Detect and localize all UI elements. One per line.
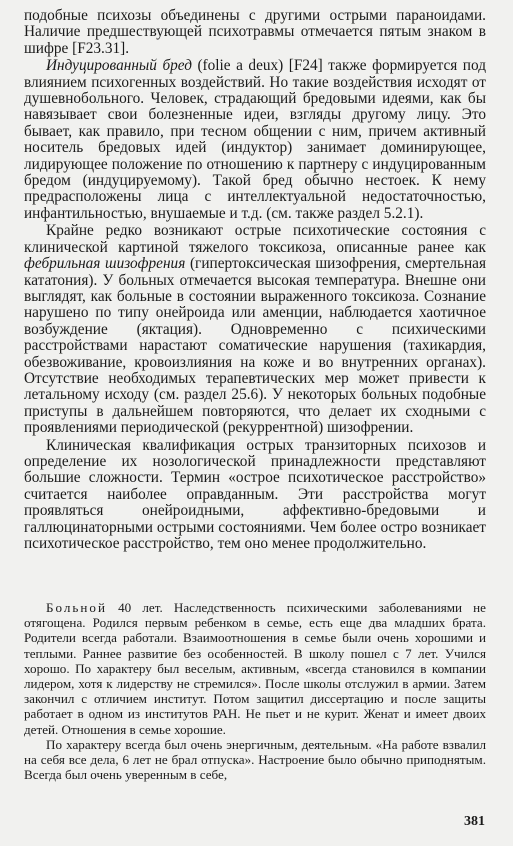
page-number: 381 (464, 814, 485, 829)
paragraph-text: Клиническая квалификация острых транзиторных психозов и определение их нозологической принадлежности представляют большие сложности. Термин «острое психотическое расстройство» считается наиболее оправданным. Эти расстройства могут проявляться онейроидными, аффективно-бредовыми и галлюцинаторными острыми состояниями. Чем более остро возникает психотическое расстройство, тем оно менее продолжительно. (24, 436, 486, 552)
main-text (24, 8, 486, 552)
case-paragraph-history (24, 600, 486, 737)
term-febrile-schizophrenia: фебрильная шизофрения (24, 255, 186, 273)
paragraph-text: Крайне редко возникают острые психотические состояния с клинической картиной тяжелого токсикоза, описанные ранее как (24, 222, 486, 256)
paragraph-febrile-schizophrenia (24, 223, 486, 436)
paragraph-text: подобные психозы объединены с другими острыми параноидами. Наличие предшествующей психотравмы отмечается пятым знаком в шифре [F23.31]. (24, 7, 486, 57)
paragraph-text: (folie a deux) [F24] также формируется под влиянием психогенных воздействий. Но такие воздействия исходят от душевнобольного. Человек, страдающий бредовыми идеями, как бы навязывает свои болезненные идеи, взгляды другому лицу. Это бывает, как правило, при тесном общении с ним, причем активный носитель бредовых идей (индуктор) занимает доминирующее, лидирующее положение по отношению к партнеру с индуцированным бредом (индуцируемому). Такой бред обычно нестоек. К нему предрасположены лица с интеллектуальной недостаточностью, инфантильностью, внушаемые и т.д. (см. также раздел 5.2.1). (24, 57, 486, 222)
paragraph-text: (гипертоксическая шизофрения, смертельная кататония). У больных отмечается высокая температура. Внешне они выглядят, как больные в состоянии выраженного токсикоза. Сознание нарушено по типу онейроида или аменции, наблюдается хаотичное возбуждение (яктация). Одновременно с психическими расстройствами нарастают соматические нарушения (тахикардия, обезвоживание, кровоизлияния на коже и во внутренних органах). Отсутствие необходимых терапевтических мер может привести к летальному исходу (см. раздел 25.6). У некоторых больных подобные приступы в дальнейшем повторяются, что делает их сходными с проявлениями периодической (рекуррентной) шизофрении. (24, 255, 486, 437)
paragraph-clinical-qualification (24, 438, 486, 553)
case-text: По характеру всегда был очень энергичным, деятельным. «На работе взвалил на себя все дела, 6 лет не брал отпуска». Настроение было обычно приподнятым. Всегда был очень уверенным в себе, (24, 736, 486, 783)
paragraph-psychoses-continuation (24, 8, 486, 57)
case-lead: Больной (46, 600, 107, 615)
paragraph-induced-delusion (24, 58, 486, 222)
case-text: 40 лет. Наследственность психическими заболеваниями не отягощена. Родился первым ребенком в семье, есть еще два младших брата. Родители всегда работали. Взаимоотношения в семье были очень хорошими и теплыми. Раннее развитие без особенностей. В школу пошел с 7 лет. Учился хорошо. По характеру был веселым, активным, «всегда становился в компании лидером, хотя к лидерству не стремился». После школы отслужил в армии. Затем закончил с отличием институт. Потом защитил диссертацию и после защиты работает в одном из институтов РАН. Не пьет и не курит. Женат и имеет двоих детей. Отношения в семье хорошие. (24, 600, 486, 737)
case-paragraph-character (24, 737, 486, 783)
term-induced-delusion: Индуцированный бред (46, 57, 192, 75)
case-report (24, 600, 486, 782)
